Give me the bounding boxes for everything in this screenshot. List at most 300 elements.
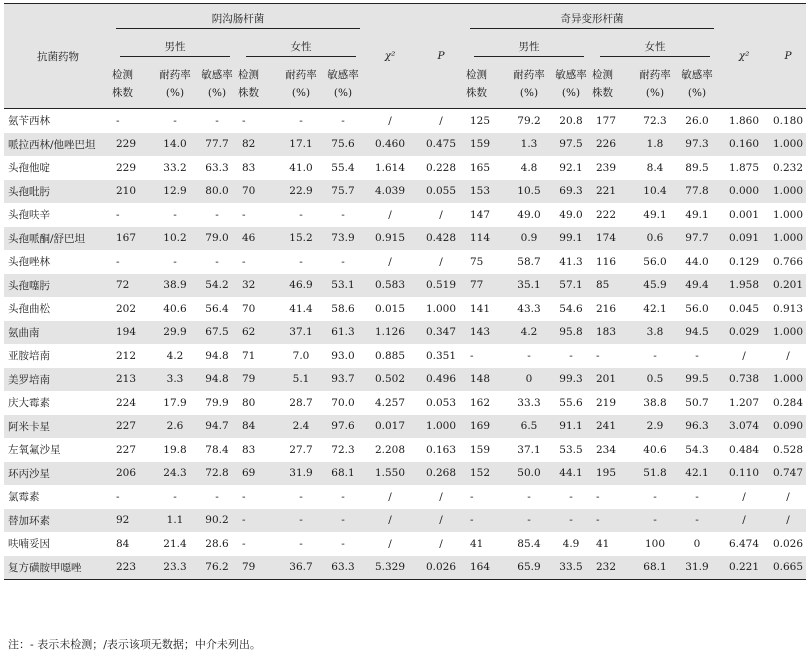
enterobacter-female-sensitivity: - — [341, 490, 345, 503]
proteus-male-resistance: 0.9 — [508, 227, 550, 251]
enterobacter-female-resistance: 7.0 — [292, 349, 310, 362]
table-row — [4, 297, 806, 321]
proteus-male-sensitivity: 69.3 — [550, 180, 592, 204]
drug-header: 抗菌药物 — [4, 4, 112, 109]
enterobacter-male-sensitivity: - — [215, 490, 219, 503]
proteus-male-count: 159 — [470, 443, 491, 456]
drug-name: 氯霉素 — [8, 491, 40, 504]
proteus-p-value: 0.665 — [770, 556, 806, 580]
female-header: 女性 — [592, 32, 718, 60]
proteus-female-sensitivity: - — [695, 349, 699, 362]
enterobacter-p-value: 0.475 — [416, 133, 466, 157]
enterobacter-female-sensitivity: 93.7 — [322, 368, 364, 392]
group-header-proteus: 奇异变形杆菌 — [466, 4, 718, 33]
enterobacter-male-count: 229 — [112, 133, 154, 157]
enterobacter-male-resistance: 24.3 — [154, 462, 196, 486]
enterobacter-female-resistance: - — [280, 509, 322, 533]
enterobacter-female-count: 69 — [238, 462, 280, 486]
proteus-chi2-value: 1.958 — [718, 274, 770, 298]
enterobacter-chi2-value: 0.915 — [364, 227, 416, 251]
enterobacter-female-sensitivity: 73.9 — [322, 227, 364, 251]
proteus-p-value: / — [786, 490, 790, 503]
proteus-female-count: 232 — [592, 556, 634, 580]
sensitivity-rate-header: 敏感率 (%) — [201, 69, 233, 99]
proteus-chi2-value: 1.875 — [728, 161, 760, 174]
enterobacter-female-count: 84 — [238, 415, 280, 439]
proteus-female-count: - — [596, 349, 600, 362]
enterobacter-female-sensitivity: 61.3 — [322, 321, 364, 345]
proteus-female-resistance: 40.6 — [643, 443, 667, 456]
enterobacter-female-resistance: 36.7 — [280, 556, 322, 580]
enterobacter-female-count: - — [242, 537, 246, 550]
proteus-male-resistance: 35.1 — [508, 274, 550, 298]
enterobacter-male-sensitivity: 56.4 — [205, 302, 229, 315]
enterobacter-male-resistance: 12.9 — [154, 180, 196, 204]
enterobacter-male-sensitivity: 80.0 — [196, 180, 238, 204]
enterobacter-male-count: 227 — [112, 415, 154, 439]
proteus-female-count: 241 — [592, 415, 634, 439]
enterobacter-chi2-value: / — [388, 490, 392, 503]
enterobacter-chi2-value: 5.329 — [364, 556, 416, 580]
resistance-rate-header: 耐药率 (%) — [513, 69, 545, 99]
proteus-male-resistance: - — [527, 490, 531, 503]
proteus-female-sensitivity: 42.1 — [676, 462, 718, 486]
enterobacter-male-resistance: - — [173, 255, 177, 268]
proteus-chi2-value: / — [718, 509, 770, 533]
enterobacter-p-value: 0.053 — [425, 396, 457, 409]
enterobacter-female-sensitivity: 53.1 — [322, 274, 364, 298]
drug-name: 头孢吡肟 — [4, 180, 112, 204]
proteus-chi2-value: 0.738 — [718, 368, 770, 392]
male-header: 男性 — [112, 32, 238, 60]
proteus-p-value: 1.000 — [770, 180, 806, 204]
table-row — [4, 250, 806, 274]
proteus-male-resistance: 37.1 — [517, 443, 541, 456]
resistance-rate-header: 耐药率 (%) — [159, 69, 191, 99]
proteus-male-count: 152 — [466, 462, 508, 486]
enterobacter-female-count: 70 — [238, 180, 280, 204]
enterobacter-p-value: 0.026 — [416, 556, 466, 580]
table-header — [4, 4, 806, 109]
proteus-female-count: 239 — [596, 161, 617, 174]
enterobacter-male-sensitivity: 78.4 — [205, 443, 229, 456]
proteus-male-count: - — [466, 509, 508, 533]
enterobacter-female-count: 83 — [242, 161, 256, 174]
enterobacter-female-resistance: 41.4 — [289, 302, 313, 315]
count-header: 检测 株数 — [466, 69, 487, 99]
proteus-male-count: 141 — [470, 302, 491, 315]
enterobacter-female-count: 32 — [238, 274, 280, 298]
proteus-chi2-value: 0.110 — [718, 462, 770, 486]
proteus-male-count: 153 — [466, 180, 508, 204]
enterobacter-male-count: 229 — [116, 161, 137, 174]
enterobacter-female-sensitivity: - — [341, 208, 345, 221]
proteus-male-resistance: 85.4 — [517, 537, 541, 550]
table-row — [4, 274, 806, 298]
enterobacter-male-resistance: - — [173, 208, 177, 221]
enterobacter-female-count: - — [242, 255, 246, 268]
table-row — [4, 156, 806, 180]
proteus-male-count: 114 — [466, 227, 508, 251]
enterobacter-female-sensitivity: 55.4 — [331, 161, 355, 174]
enterobacter-chi2-value: 1.550 — [364, 462, 416, 486]
enterobacter-female-resistance: 27.7 — [289, 443, 313, 456]
enterobacter-female-sensitivity: 58.6 — [331, 302, 355, 315]
enterobacter-male-count: - — [116, 208, 120, 221]
proteus-female-count: 85 — [592, 274, 634, 298]
proteus-female-sensitivity: - — [695, 490, 699, 503]
proteus-female-resistance: 49.1 — [643, 208, 667, 221]
enterobacter-p-value: 0.428 — [416, 227, 466, 251]
proteus-female-resistance: 51.8 — [634, 462, 676, 486]
proteus-female-sensitivity: 50.7 — [685, 396, 709, 409]
proteus-female-resistance: - — [653, 349, 657, 362]
proteus-female-count: 226 — [592, 133, 634, 157]
enterobacter-p-value: 0.228 — [425, 161, 457, 174]
enterobacter-chi2-value: 0.583 — [364, 274, 416, 298]
enterobacter-male-count: 223 — [112, 556, 154, 580]
proteus-p-value: 0.766 — [772, 255, 804, 268]
table-note: 注：- 表示未检测；/表示该项无数据；中介未列出。 — [8, 638, 261, 651]
enterobacter-male-sensitivity: 72.8 — [196, 462, 238, 486]
proteus-female-count: 219 — [596, 396, 617, 409]
proteus-p-value: 1.000 — [770, 368, 806, 392]
proteus-female-count: 116 — [596, 255, 617, 268]
enterobacter-male-resistance: 2.6 — [154, 415, 196, 439]
proteus-male-sensitivity: 33.5 — [550, 556, 592, 580]
table-row — [4, 133, 806, 157]
proteus-male-resistance: 50.0 — [508, 462, 550, 486]
enterobacter-male-sensitivity: 94.8 — [205, 349, 229, 362]
enterobacter-male-count: 206 — [112, 462, 154, 486]
proteus-chi2-value: 0.000 — [718, 180, 770, 204]
drug-name: 环丙沙星 — [4, 462, 112, 486]
sensitivity-rate-header: 敏感率 (%) — [555, 69, 587, 99]
proteus-p-value: 1.000 — [770, 321, 806, 345]
proteus-male-resistance: - — [508, 509, 550, 533]
enterobacter-male-resistance: 33.2 — [163, 161, 187, 174]
enterobacter-male-sensitivity: 63.3 — [205, 161, 229, 174]
enterobacter-chi2-value: 0.502 — [364, 368, 416, 392]
enterobacter-female-resistance: 5.1 — [280, 368, 322, 392]
proteus-male-resistance: 0 — [508, 368, 550, 392]
proteus-female-resistance: 8.4 — [646, 161, 664, 174]
proteus-female-count: 222 — [596, 208, 617, 221]
table-row — [4, 321, 806, 345]
proteus-female-sensitivity: 0 — [693, 537, 701, 550]
proteus-female-resistance: 56.0 — [643, 255, 667, 268]
proteus-male-count: 159 — [466, 133, 508, 157]
enterobacter-female-count: 62 — [238, 321, 280, 345]
enterobacter-male-count: 72 — [112, 274, 154, 298]
proteus-male-count: 162 — [470, 396, 491, 409]
proteus-female-sensitivity: 44.0 — [685, 255, 709, 268]
proteus-female-resistance: 72.3 — [643, 114, 667, 127]
enterobacter-female-resistance: - — [299, 490, 303, 503]
proteus-male-resistance: 33.3 — [517, 396, 541, 409]
proteus-male-count: 143 — [466, 321, 508, 345]
group-header-enterobacter: 阴沟肠杆菌 — [112, 4, 364, 33]
proteus-male-sensitivity: 41.3 — [559, 255, 583, 268]
enterobacter-male-resistance: 1.1 — [154, 509, 196, 533]
proteus-female-count: - — [592, 509, 634, 533]
enterobacter-female-resistance: 28.7 — [289, 396, 313, 409]
proteus-female-sensitivity: 96.3 — [676, 415, 718, 439]
proteus-female-count: 216 — [596, 302, 617, 315]
proteus-male-sensitivity: - — [569, 490, 573, 503]
proteus-female-count: 41 — [596, 537, 610, 550]
enterobacter-female-count: - — [242, 490, 246, 503]
proteus-female-sensitivity: 56.0 — [685, 302, 709, 315]
proteus-chi2-value: 0.029 — [718, 321, 770, 345]
enterobacter-male-resistance: 40.6 — [163, 302, 187, 315]
proteus-male-resistance: 79.2 — [517, 114, 541, 127]
enterobacter-p-value: / — [439, 114, 443, 127]
enterobacter-chi2-value: / — [388, 208, 392, 221]
enterobacter-female-resistance: 41.0 — [289, 161, 313, 174]
proteus-male-resistance: 65.9 — [508, 556, 550, 580]
proteus-p-value: 0.913 — [772, 302, 804, 315]
proteus-female-count: 183 — [592, 321, 634, 345]
enterobacter-chi2-value: / — [364, 509, 416, 533]
table-row — [4, 227, 806, 251]
enterobacter-male-resistance: 3.3 — [154, 368, 196, 392]
enterobacter-male-sensitivity: 77.7 — [196, 133, 238, 157]
proteus-male-sensitivity: - — [569, 349, 573, 362]
female-header: 女性 — [238, 32, 364, 60]
proteus-p-value: / — [770, 509, 806, 533]
proteus-female-resistance: 3.8 — [634, 321, 676, 345]
proteus-female-count: - — [596, 490, 600, 503]
proteus-male-sensitivity: 4.9 — [562, 537, 580, 550]
enterobacter-chi2-value: 1.614 — [374, 161, 406, 174]
proteus-male-sensitivity: 95.8 — [550, 321, 592, 345]
enterobacter-female-resistance: 2.4 — [280, 415, 322, 439]
drug-name: 阿米卡星 — [4, 415, 112, 439]
enterobacter-male-sensitivity: 28.6 — [205, 537, 229, 550]
enterobacter-male-sensitivity: 54.2 — [196, 274, 238, 298]
proteus-female-sensitivity: 49.1 — [685, 208, 709, 221]
enterobacter-male-resistance: - — [173, 490, 177, 503]
enterobacter-chi2-value: 0.885 — [374, 349, 406, 362]
proteus-female-sensitivity: 97.3 — [676, 133, 718, 157]
enterobacter-female-sensitivity: 75.7 — [322, 180, 364, 204]
proteus-male-resistance: - — [527, 349, 531, 362]
proteus-chi2-value: 0.091 — [718, 227, 770, 251]
p-header-proteus: P — [770, 4, 806, 109]
enterobacter-p-value: / — [439, 490, 443, 503]
proteus-male-resistance: 10.5 — [508, 180, 550, 204]
proteus-female-sensitivity: - — [676, 509, 718, 533]
drug-name: 庆大霉素 — [8, 397, 50, 410]
table-row — [4, 344, 806, 368]
proteus-female-resistance: - — [653, 490, 657, 503]
proteus-p-value: 0.201 — [770, 274, 806, 298]
drug-name: 复方磺胺甲噁唑 — [4, 556, 112, 580]
proteus-p-value: 0.180 — [772, 114, 804, 127]
resistance-table — [4, 3, 806, 580]
drug-name: 左氧氟沙星 — [8, 444, 61, 457]
enterobacter-female-resistance: 31.9 — [280, 462, 322, 486]
drug-name: 哌拉西林/他唑巴坦 — [4, 133, 112, 157]
drug-name: 头孢唑林 — [8, 256, 50, 269]
enterobacter-male-count: 210 — [112, 180, 154, 204]
enterobacter-male-sensitivity: 90.2 — [196, 509, 238, 533]
enterobacter-male-count: 167 — [112, 227, 154, 251]
proteus-p-value: 0.232 — [772, 161, 804, 174]
enterobacter-chi2-value: / — [388, 114, 392, 127]
count-header: 检测 株数 — [238, 69, 259, 99]
enterobacter-male-sensitivity: - — [215, 208, 219, 221]
enterobacter-male-count: - — [116, 255, 120, 268]
proteus-chi2-value: 0.221 — [718, 556, 770, 580]
chi2-header-enterobacter: χ² — [364, 4, 416, 109]
proteus-male-count: 75 — [470, 255, 484, 268]
drug-name: 头孢哌酮/舒巴坦 — [4, 227, 112, 251]
enterobacter-female-resistance: - — [299, 255, 303, 268]
enterobacter-male-sensitivity: 79.9 — [205, 396, 229, 409]
enterobacter-female-count: - — [238, 509, 280, 533]
enterobacter-male-count: 84 — [116, 537, 130, 550]
table-body — [4, 109, 806, 580]
enterobacter-female-sensitivity: 75.6 — [322, 133, 364, 157]
enterobacter-female-sensitivity: - — [322, 509, 364, 533]
enterobacter-p-value: / — [439, 537, 443, 550]
proteus-female-resistance: 100 — [644, 537, 666, 550]
proteus-male-count: 77 — [466, 274, 508, 298]
table-row — [4, 180, 806, 204]
enterobacter-chi2-value: 0.015 — [374, 302, 406, 315]
enterobacter-p-value: 0.351 — [425, 349, 457, 362]
drug-name: 头孢曲松 — [8, 303, 50, 316]
enterobacter-p-value: 0.268 — [416, 462, 466, 486]
proteus-p-value: 0.026 — [772, 537, 804, 550]
enterobacter-p-value: 0.347 — [416, 321, 466, 345]
enterobacter-female-resistance: - — [299, 537, 303, 550]
drug-name: 氨苄西林 — [8, 115, 50, 128]
enterobacter-male-resistance: 38.9 — [154, 274, 196, 298]
proteus-female-resistance: 45.9 — [634, 274, 676, 298]
enterobacter-male-count: 194 — [112, 321, 154, 345]
enterobacter-female-resistance: 37.1 — [280, 321, 322, 345]
proteus-male-resistance: 6.5 — [508, 415, 550, 439]
drug-name: 头孢呋辛 — [8, 209, 50, 222]
proteus-chi2-value: 6.474 — [728, 537, 760, 550]
proteus-female-count: 221 — [592, 180, 634, 204]
proteus-p-value: 1.000 — [770, 133, 806, 157]
enterobacter-male-count: 224 — [116, 396, 137, 409]
enterobacter-p-value: / — [439, 208, 443, 221]
enterobacter-chi2-value: 4.257 — [374, 396, 406, 409]
enterobacter-p-value: 0.055 — [416, 180, 466, 204]
proteus-female-count: 201 — [592, 368, 634, 392]
enterobacter-female-count: 46 — [238, 227, 280, 251]
proteus-chi2-value: 0.484 — [728, 443, 760, 456]
drug-name: 呋喃妥因 — [8, 538, 50, 551]
enterobacter-male-resistance: - — [173, 114, 177, 127]
enterobacter-female-resistance: 46.9 — [280, 274, 322, 298]
drug-name: 亚胺培南 — [8, 350, 50, 363]
table-row — [4, 438, 806, 462]
proteus-male-resistance: 4.8 — [520, 161, 538, 174]
table-row — [4, 203, 806, 227]
enterobacter-p-value: / — [439, 255, 443, 268]
proteus-female-resistance: 1.8 — [634, 133, 676, 157]
enterobacter-female-count: 79 — [238, 368, 280, 392]
proteus-male-sensitivity: 44.1 — [550, 462, 592, 486]
proteus-male-sensitivity: 92.1 — [559, 161, 583, 174]
proteus-chi2-value: 3.074 — [718, 415, 770, 439]
proteus-female-sensitivity: 89.5 — [685, 161, 709, 174]
male-header: 男性 — [466, 32, 592, 60]
enterobacter-male-resistance: 29.9 — [154, 321, 196, 345]
enterobacter-male-sensitivity: - — [215, 255, 219, 268]
proteus-male-resistance: 49.0 — [517, 208, 541, 221]
proteus-male-count: 169 — [466, 415, 508, 439]
proteus-chi2-value: 1.207 — [728, 396, 760, 409]
proteus-male-sensitivity: 55.6 — [559, 396, 583, 409]
enterobacter-male-count: - — [116, 114, 120, 127]
enterobacter-chi2-value: 0.017 — [364, 415, 416, 439]
proteus-female-count: 195 — [592, 462, 634, 486]
proteus-male-count: 41 — [470, 537, 484, 550]
enterobacter-male-count: 92 — [112, 509, 154, 533]
enterobacter-female-sensitivity: 97.6 — [322, 415, 364, 439]
enterobacter-p-value: 0.519 — [416, 274, 466, 298]
proteus-male-sensitivity: 99.3 — [550, 368, 592, 392]
proteus-chi2-value: 1.860 — [728, 114, 760, 127]
count-header: 检测 株数 — [592, 69, 613, 99]
enterobacter-male-resistance: 21.4 — [163, 537, 187, 550]
enterobacter-chi2-value: / — [388, 537, 392, 550]
enterobacter-male-count: 213 — [112, 368, 154, 392]
proteus-male-count: 147 — [470, 208, 491, 221]
proteus-p-value: 1.000 — [770, 227, 806, 251]
enterobacter-female-sensitivity: - — [341, 255, 345, 268]
enterobacter-male-sensitivity: 94.8 — [196, 368, 238, 392]
enterobacter-female-count: 82 — [238, 133, 280, 157]
enterobacter-female-resistance: 15.2 — [280, 227, 322, 251]
proteus-p-value: 0.090 — [770, 415, 806, 439]
proteus-female-sensitivity: 97.7 — [676, 227, 718, 251]
enterobacter-male-resistance: 10.2 — [154, 227, 196, 251]
table-row — [4, 368, 806, 392]
proteus-male-count: 148 — [466, 368, 508, 392]
sensitivity-rate-header: 敏感率 (%) — [681, 69, 713, 99]
enterobacter-p-value: 0.163 — [425, 443, 457, 456]
table-row — [4, 532, 806, 556]
enterobacter-male-sensitivity: 79.0 — [196, 227, 238, 251]
enterobacter-female-resistance: 22.9 — [280, 180, 322, 204]
enterobacter-male-count: 227 — [116, 443, 137, 456]
count-header: 检测 株数 — [112, 69, 133, 99]
proteus-chi2-value: 0.129 — [728, 255, 760, 268]
proteus-male-sensitivity: 57.1 — [550, 274, 592, 298]
proteus-male-sensitivity: 54.6 — [559, 302, 583, 315]
proteus-chi2-value: 0.160 — [718, 133, 770, 157]
enterobacter-male-sensitivity: - — [215, 114, 219, 127]
enterobacter-female-count: 83 — [242, 443, 256, 456]
enterobacter-female-sensitivity: 70.0 — [331, 396, 355, 409]
enterobacter-chi2-value: 4.039 — [364, 180, 416, 204]
proteus-female-sensitivity: 99.5 — [676, 368, 718, 392]
proteus-male-count: - — [470, 349, 474, 362]
proteus-female-sensitivity: 77.8 — [676, 180, 718, 204]
proteus-male-count: 125 — [470, 114, 491, 127]
enterobacter-chi2-value: / — [388, 255, 392, 268]
drug-name: 头孢他啶 — [8, 162, 50, 175]
enterobacter-female-resistance: - — [299, 114, 303, 127]
